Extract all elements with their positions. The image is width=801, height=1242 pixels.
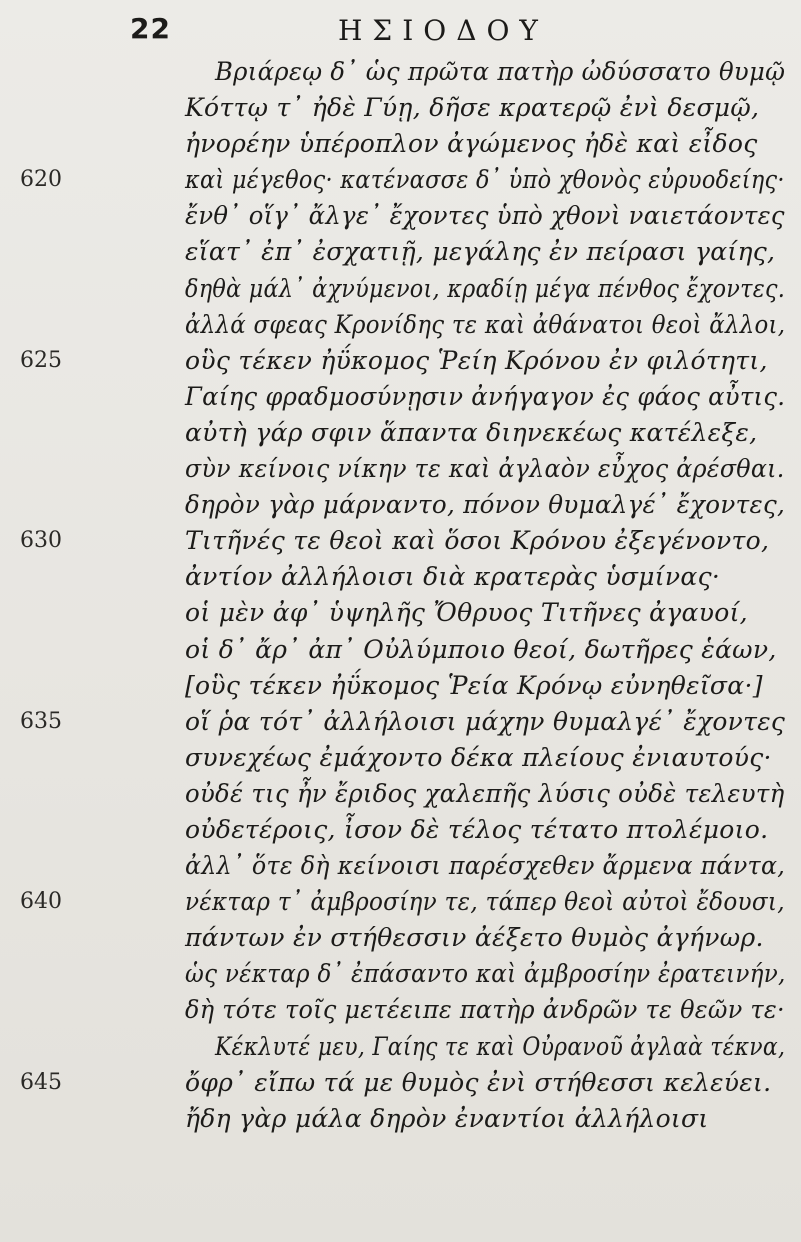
verse-line [0, 379, 801, 415]
running-head: ΗΣΙΟΔΟΥ [338, 14, 548, 47]
verse-line-text: Τιτῆνές τε θεοὶ καὶ ὅσοι Κρόνου ἐξεγένοντο, [185, 526, 770, 556]
verse-line-text: οἱ μὲν ἀφ᾽ ὑψηλῆς Ὄθρυος Τιτῆνες ἀγαυοί, [185, 598, 748, 628]
verse-line [0, 307, 801, 343]
verse-line [0, 632, 801, 668]
line-number: 620 [20, 167, 62, 193]
verse-line [0, 523, 801, 559]
verse-line [0, 271, 801, 307]
verse-line-text: συνεχέως ἐμάχοντο δέκα πλείους ἐνιαυτούς· [185, 742, 772, 772]
verse-line-text: σὺν κείνοις νίκην τε καὶ ἀγλαὸν εὖχος ἀρέσθαι. [185, 454, 785, 484]
verse-line-text: ὡς νέκταρ δ᾽ ἐπάσαντο καὶ ἀμβροσίην ἐρατεινήν, [185, 959, 786, 989]
verse-line [0, 704, 801, 740]
verse-line [0, 90, 801, 126]
verse-line-text: οὐδέ τις ἦν ἔριδος χαλεπῆς λύσις οὐδὲ τελευτὴ [185, 778, 785, 808]
verse-line [0, 343, 801, 379]
verse-line [0, 1065, 801, 1101]
page-number: 22 [130, 12, 171, 45]
verse-line-text: ὄφρ᾽ εἴπω τά με θυμὸς ἐνὶ στήθεσσι κελεύει. [185, 1067, 772, 1097]
verse-line-text: ἔνθ᾽ οἵγ᾽ ἄλγε᾽ ἔχοντες ὑπὸ χθονὶ ναιετάοντες [185, 201, 785, 231]
verse-line [0, 487, 801, 523]
verse-line [0, 920, 801, 956]
verse-line-text: καὶ μέγεθος· κατένασσε δ᾽ ὑπὸ χθονὸς εὐρυοδείης· [185, 165, 785, 195]
verse-line-text: οὐδετέροις, ἶσον δὲ τέλος τέτατο πτολέμοιο. [185, 814, 769, 844]
verse-line [0, 884, 801, 920]
verse-line [0, 776, 801, 812]
verse-line-text: δὴ τότε τοῖς μετέειπε πατὴρ ἀνδρῶν τε θεῶν τε· [185, 995, 785, 1025]
verse-line-text: ἠνορέην ὑπέροπλον ἀγώμενος ἠδὲ καὶ εἶδος [185, 129, 758, 159]
verse-line [0, 162, 801, 198]
verse-line [0, 126, 801, 162]
verse-line [0, 198, 801, 234]
verse-line-text: δηρὸν γὰρ μάρναντο, πόνον θυμαλγέ᾽ ἔχοντες, [185, 490, 786, 520]
verse-line-text: δηθὰ μάλ᾽ ἀχνύμενοι, κραδίῃ μέγα πένθος ἔχοντες. [185, 273, 786, 303]
verse-line [0, 740, 801, 776]
verse-line [0, 451, 801, 487]
verse-line [0, 848, 801, 884]
verse-line-text: ἀλλ᾽ ὅτε δὴ κείνοισι παρέσχεθεν ἄρμενα πάντα, [185, 851, 786, 881]
verse-text-block [0, 54, 801, 1137]
verse-line [0, 234, 801, 270]
verse-line-text: Γαίης φραδμοσύνῃσιν ἀνήγαγον ἐς φάος αὖτις. [185, 381, 786, 411]
verse-line [0, 415, 801, 451]
verse-line [0, 956, 801, 992]
verse-line [0, 1101, 801, 1137]
line-number: 630 [20, 528, 62, 554]
line-number: 645 [20, 1069, 62, 1095]
verse-line-text: ἀντίον ἀλλήλοισι διὰ κρατερὰς ὑσμίνας· [185, 562, 721, 592]
verse-line-text: νέκταρ τ᾽ ἀμβροσίην τε, τάπερ θεοὶ αὐτοὶ ἔδουσι, [185, 887, 785, 917]
verse-line-text: οἵ ῥα τότ᾽ ἀλλήλοισι μάχην θυμαλγέ᾽ ἔχοντες [185, 706, 786, 736]
verse-line [0, 559, 801, 595]
verse-line-text: εἵατ᾽ ἐπ᾽ ἐσχατιῇ, μεγάλης ἐν πείρασι γαίης, [185, 237, 776, 267]
verse-line-text: οἱ δ᾽ ἄρ᾽ ἀπ᾽ Οὐλύμποιο θεοί, δωτῆρες ἑάων, [185, 634, 777, 664]
verse-line-text: αὐτὴ γάρ σφιν ἅπαντα διηνεκέως κατέλεξε, [185, 417, 758, 447]
line-number: 635 [20, 708, 62, 734]
verse-line-text: Βριάρεῳ δ᾽ ὡς πρῶτα πατὴρ ὠδύσσατο θυμῷ [215, 57, 786, 86]
verse-line [0, 54, 801, 90]
verse-line-text: πάντων ἐν στήθεσσιν ἀέξετο θυμὸς ἀγήνωρ. [185, 923, 764, 953]
page-header [0, 8, 801, 48]
verse-line-text: ἤδη γὰρ μάλα δηρὸν ἐναντίοι ἀλλήλοισι [185, 1103, 709, 1133]
verse-line [0, 992, 801, 1028]
verse-line [0, 668, 801, 704]
line-number: 625 [20, 347, 62, 373]
verse-line-text: οὓς τέκεν ἠΰκομος Ῥείη Κρόνου ἐν φιλότητι, [185, 345, 768, 375]
verse-line [0, 595, 801, 631]
verse-line-text: ἀλλά σφεας Κρονίδης τε καὶ ἀθάνατοι θεοὶ ἄλλοι, [185, 309, 786, 339]
verse-line [0, 812, 801, 848]
verse-line-text: Κέκλυτέ μευ, Γαίης τε καὶ Οὐρανοῦ ἀγλαὰ τέκνα, [215, 1031, 786, 1061]
line-number: 640 [20, 889, 62, 915]
verse-line-text: Κόττῳ τ᾽ ἠδὲ Γύῃ, δῆσε κρατερῷ ἐνὶ δεσμῷ, [185, 93, 760, 123]
verse-line-text: [οὓς τέκεν ἠΰκομος Ῥεία Κρόνῳ εὐνηθεῖσα·] [185, 670, 763, 700]
verse-line [0, 1029, 801, 1065]
